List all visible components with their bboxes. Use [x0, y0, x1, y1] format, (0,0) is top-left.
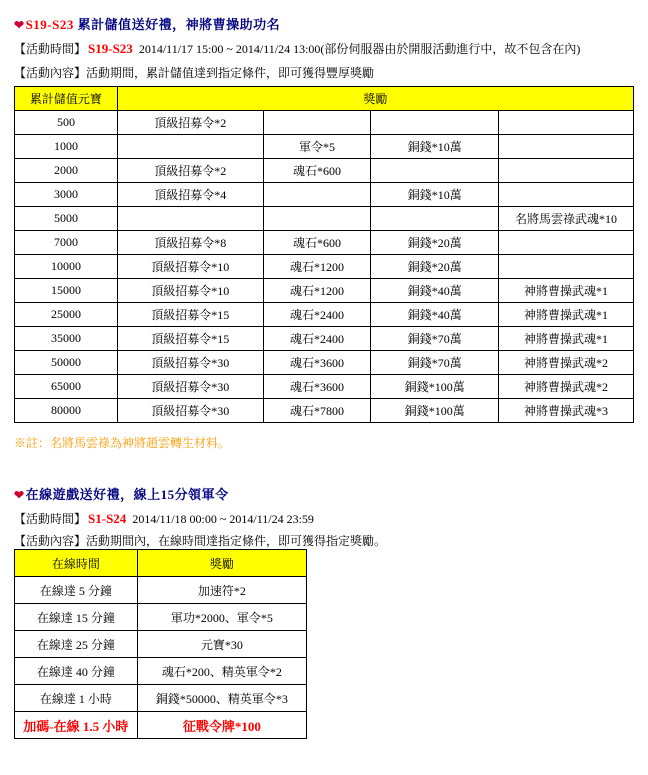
reward-cell: 神將曹操武魂*1	[499, 279, 634, 303]
table-row	[15, 577, 307, 604]
reward-cell	[371, 111, 499, 135]
reward-cell	[263, 111, 371, 135]
table-row	[15, 279, 634, 303]
reward-cell: 軍功*2000、軍令*5	[137, 604, 306, 631]
reward-cell: 銅錢*70萬	[371, 327, 499, 351]
reward-cell	[371, 207, 499, 231]
amount-cell: 50000	[15, 351, 118, 375]
section2-content-line	[14, 532, 386, 549]
reward-cell: 銅錢*70萬	[371, 351, 499, 375]
reward-cell: 元寶*30	[137, 631, 306, 658]
reward-cell: 神將曹操武魂*3	[499, 399, 634, 423]
time-cell: 在線達 25 分鐘	[15, 631, 138, 658]
reward-cell: 銅錢*40萬	[371, 279, 499, 303]
reward-cell: 神將曹操武魂*1	[499, 327, 634, 351]
section2-time-label: 【活動時間】	[14, 512, 87, 526]
table-row	[15, 604, 307, 631]
amount-cell: 15000	[15, 279, 118, 303]
table-row	[15, 685, 307, 712]
amount-cell: 500	[15, 111, 118, 135]
bonus-time-cell: 加碼-在線 1.5 小時	[15, 712, 138, 739]
section1-title-text: 累計儲值送好禮，神將曹操助功名	[73, 17, 281, 32]
table-header-row	[15, 550, 307, 577]
section1-time-text: 2014/11/17 15:00 ~ 2014/11/24 13:00(部份伺服器由於開服活動進行中，故不包含在內)	[138, 42, 581, 56]
reward-cell	[263, 207, 371, 231]
reward-cell	[499, 255, 634, 279]
table-row	[15, 351, 634, 375]
section1-content-line	[14, 64, 374, 81]
reward-cell: 頂級招募令*10	[117, 255, 263, 279]
table-row	[15, 207, 634, 231]
section1-time-line	[14, 40, 580, 57]
table-row	[15, 111, 634, 135]
reward-cell	[499, 135, 634, 159]
reward-cell: 頂級招募令*30	[117, 375, 263, 399]
reward-cell	[117, 207, 263, 231]
reward-cell: 頂級招募令*15	[117, 327, 263, 351]
section1-title	[14, 14, 280, 33]
reward-cell: 頂級招募令*4	[117, 183, 263, 207]
table-row	[15, 135, 634, 159]
reward-cell: 名將馬雲祿武魂*10	[499, 207, 634, 231]
time-cell: 在線達 40 分鐘	[15, 658, 138, 685]
reward-cell: 頂級招募令*15	[117, 303, 263, 327]
header-reward: 獎勵	[117, 87, 633, 111]
reward-cell: 頂級招募令*30	[117, 351, 263, 375]
section1-content-label: 【活動內容】	[14, 66, 87, 80]
reward-cell: 銅錢*50000、精英軍令*3	[137, 685, 306, 712]
reward-cell	[371, 159, 499, 183]
reward-cell: 頂級招募令*30	[117, 399, 263, 423]
reward-cell: 魂石*2400	[263, 303, 371, 327]
reward-cell: 銅錢*20萬	[371, 255, 499, 279]
reward-cell: 神將曹操武魂*2	[499, 351, 634, 375]
amount-cell: 35000	[15, 327, 118, 351]
table-row	[15, 159, 634, 183]
amount-cell: 25000	[15, 303, 118, 327]
section1-time-code: S19-S23	[88, 41, 133, 56]
table-row	[15, 183, 634, 207]
reward-cell: 銅錢*20萬	[371, 231, 499, 255]
table-row	[15, 255, 634, 279]
header-amount: 累計儲值元寶	[15, 87, 118, 111]
amount-cell: 7000	[15, 231, 118, 255]
reward-cell	[499, 231, 634, 255]
note-text: ※註：名將馬雲祿為神將趙雲轉生材料。	[14, 436, 231, 450]
section1-content-text: 活動期間，累計儲值達到指定條件，即可獲得豐厚獎勵	[86, 66, 375, 80]
section1-title-code: S19-S23	[25, 17, 74, 32]
reward-cell: 魂石*2400	[263, 327, 371, 351]
online-reward-table	[14, 549, 307, 739]
table-row	[15, 375, 634, 399]
heart-icon: ❤	[14, 488, 25, 502]
reward-cell: 頂級招募令*2	[117, 159, 263, 183]
reward-cell	[499, 159, 634, 183]
amount-cell: 2000	[15, 159, 118, 183]
table-header-row	[15, 87, 634, 111]
time-cell: 在線達 1 小時	[15, 685, 138, 712]
table-row	[15, 327, 634, 351]
time-cell: 在線達 5 分鐘	[15, 577, 138, 604]
header-time: 在線時間	[15, 550, 138, 577]
reward-cell: 神將曹操武魂*1	[499, 303, 634, 327]
reward-cell: 頂級招募令*10	[117, 279, 263, 303]
table-row	[15, 303, 634, 327]
amount-cell: 1000	[15, 135, 118, 159]
reward-cell: 銅錢*100萬	[371, 375, 499, 399]
reward-cell: 銅錢*100萬	[371, 399, 499, 423]
reward-cell: 魂石*1200	[263, 255, 371, 279]
reward-cell: 銅錢*10萬	[371, 135, 499, 159]
header-reward: 獎勵	[137, 550, 306, 577]
reward-cell: 銅錢*10萬	[371, 183, 499, 207]
reward-cell	[263, 183, 371, 207]
reward-cell: 魂石*7800	[263, 399, 371, 423]
reward-cell	[499, 183, 634, 207]
reward-cell: 魂石*3600	[263, 351, 371, 375]
table-row	[15, 399, 634, 423]
section2-content-text: 活動期間內，在線時間達指定條件，即可獲得指定獎勵。	[86, 534, 387, 548]
reward-cell: 魂石*600	[263, 231, 371, 255]
amount-cell: 3000	[15, 183, 118, 207]
bonus-reward-cell: 征戰令牌*100	[137, 712, 306, 739]
amount-cell: 65000	[15, 375, 118, 399]
section2-title	[14, 484, 229, 503]
section2-time-line	[14, 510, 314, 527]
reward-cell	[499, 111, 634, 135]
table-row	[15, 231, 634, 255]
table-row	[15, 658, 307, 685]
table-row	[15, 631, 307, 658]
reward-cell: 魂石*200、精英軍令*2	[137, 658, 306, 685]
bonus-row	[15, 712, 307, 739]
section1-time-label: 【活動時間】	[14, 42, 87, 56]
reward-cell	[117, 135, 263, 159]
reward-cell: 魂石*600	[263, 159, 371, 183]
heart-icon: ❤	[14, 18, 25, 32]
reward-cell: 神將曹操武魂*2	[499, 375, 634, 399]
reward-cell: 魂石*3600	[263, 375, 371, 399]
reward-cell: 加速符*2	[137, 577, 306, 604]
reward-cell: 銅錢*40萬	[371, 303, 499, 327]
section2-time-text: 2014/11/18 00:00 ~ 2014/11/24 23:59	[132, 512, 314, 526]
section2-title-text: 在線遊戲送好禮，線上15分領軍令	[25, 487, 229, 502]
amount-cell: 5000	[15, 207, 118, 231]
reward-cell: 頂級招募令*2	[117, 111, 263, 135]
reward-cell: 頂級招募令*8	[117, 231, 263, 255]
amount-cell: 10000	[15, 255, 118, 279]
section2-content-label: 【活動內容】	[14, 534, 87, 548]
time-cell: 在線達 15 分鐘	[15, 604, 138, 631]
recharge-reward-table	[14, 86, 634, 423]
amount-cell: 80000	[15, 399, 118, 423]
reward-cell: 魂石*1200	[263, 279, 371, 303]
section2-time-code: S1-S24	[88, 511, 127, 526]
reward-cell: 軍令*5	[263, 135, 371, 159]
